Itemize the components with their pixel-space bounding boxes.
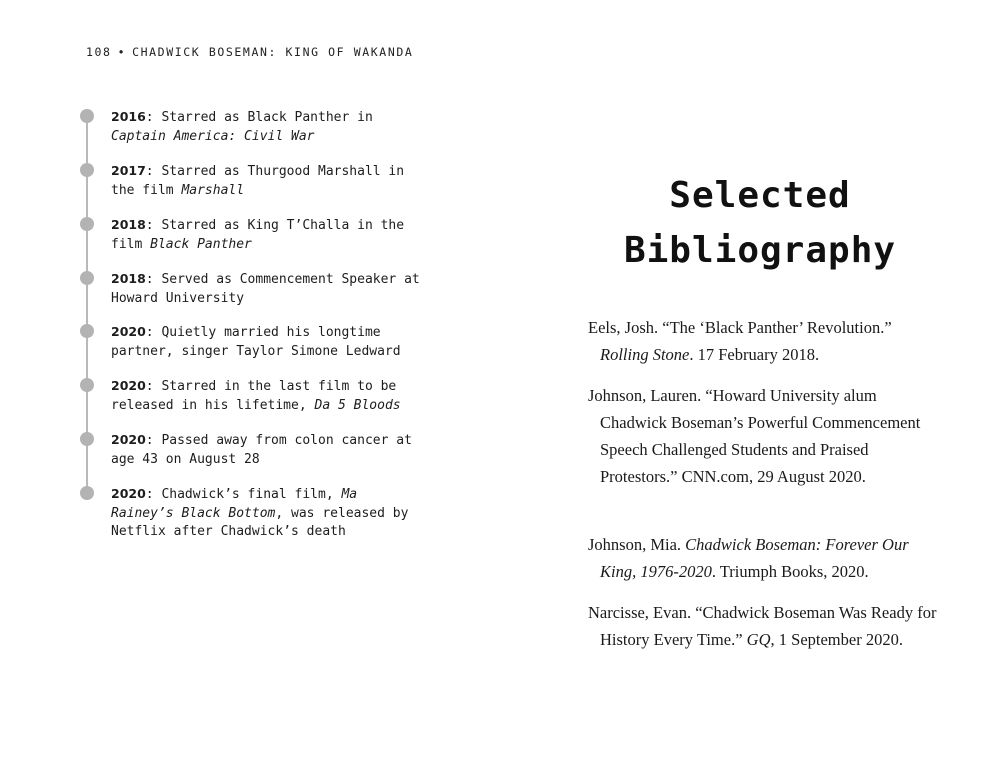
timeline-dot	[80, 109, 94, 123]
timeline-text	[111, 485, 421, 542]
entry-text: Starred as King T’Challa in the film	[111, 218, 405, 252]
italic-title-text: Da 5 Bloods	[314, 397, 401, 413]
bibliography-entry	[588, 382, 940, 490]
timeline-colon: :	[145, 379, 162, 394]
timeline-dot	[80, 217, 94, 231]
italic-title-text: Chadwick Boseman: Forever Our King, 1976-2020	[600, 535, 909, 581]
timeline-colon: :	[145, 218, 162, 233]
entry-text: Passed away from colon cancer at age 43 on August 28	[111, 433, 412, 467]
entry-text: Starred as Black Panther in	[161, 110, 373, 125]
timeline-year: 2020	[111, 486, 146, 501]
entry-text: Quietly married his longtime partner, singer Taylor Simone Ledward	[111, 325, 401, 359]
section-title-line-1: Selected	[669, 175, 851, 216]
italic-title-text: Marshall	[181, 182, 245, 198]
italic-title-text: Captain America: Civil War	[111, 128, 315, 144]
italic-title-text: Ma Rainey’s Black Bottom	[111, 487, 358, 521]
entry-text: , was released by Netflix after Chadwick’s death	[111, 505, 409, 539]
section-title-line-2: Bibliography	[623, 230, 897, 271]
entry-text: Chadwick’s final film,	[161, 487, 342, 502]
timeline-text	[111, 108, 421, 146]
entry-text: Johnson, Lauren. “Howard University alum Chadwick Boseman’s Powerful Commencement Speech Challenged Students and Praised Protestors.” CNN.com, 29 August 2020.	[588, 386, 921, 486]
timeline-colon: :	[145, 325, 162, 340]
timeline-text	[111, 162, 421, 200]
timeline-year: 2020	[111, 378, 146, 393]
timeline-text	[111, 377, 421, 415]
bibliography-entry	[588, 314, 940, 368]
bibliography-entry	[588, 599, 940, 653]
italic-title-text: Black Panther	[150, 236, 252, 252]
timeline-dot	[80, 378, 94, 392]
timeline-dot	[80, 271, 94, 285]
italic-title-text: GQ	[746, 630, 771, 649]
book-title: CHADWICK BOSEMAN: KING OF WAKANDA	[132, 45, 414, 59]
entry-text: Eels, Josh. “The ‘Black Panther’ Revolution.”	[588, 318, 892, 337]
timeline-year: 2018	[111, 217, 146, 232]
timeline-dot	[80, 486, 94, 500]
entry-text: Starred in the last film to be released in his lifetime,	[111, 379, 397, 413]
timeline-colon: :	[145, 110, 162, 125]
entry-text: Johnson, Mia.	[588, 535, 686, 554]
timeline-text	[111, 323, 421, 361]
timeline-year: 2016	[111, 109, 146, 124]
entry-text: Served as Commencement Speaker at Howard University	[111, 272, 420, 306]
timeline-dot	[80, 163, 94, 177]
timeline-text	[111, 216, 421, 254]
timeline-dot	[80, 324, 94, 338]
entry-text: . Triumph Books, 2020.	[711, 562, 869, 581]
timeline-colon: :	[145, 164, 162, 179]
timeline-colon: :	[145, 433, 162, 448]
italic-title-text: Rolling Stone	[600, 345, 690, 364]
timeline-text	[111, 431, 421, 469]
section-title	[590, 168, 930, 278]
right-page	[500, 0, 1000, 778]
entry-text: Starred as Thurgood Marshall in the film	[111, 164, 405, 198]
timeline-text	[111, 270, 421, 308]
page-number: 108	[86, 45, 112, 59]
running-head	[86, 45, 413, 59]
timeline-dot	[80, 432, 94, 446]
running-head-separator: •	[117, 45, 127, 59]
timeline-colon: :	[145, 272, 162, 287]
bibliography-entry	[588, 531, 940, 585]
timeline-year: 2020	[111, 432, 146, 447]
timeline-year: 2017	[111, 163, 146, 178]
entry-text: Narcisse, Evan. “Chadwick Boseman Was Ready for History Every Time.”	[588, 603, 937, 649]
timeline-year: 2020	[111, 324, 146, 339]
timeline-colon: :	[145, 487, 162, 502]
timeline-year: 2018	[111, 271, 146, 286]
entry-text: , 1 September 2020.	[770, 630, 903, 649]
entry-text: . 17 February 2018.	[689, 345, 820, 364]
